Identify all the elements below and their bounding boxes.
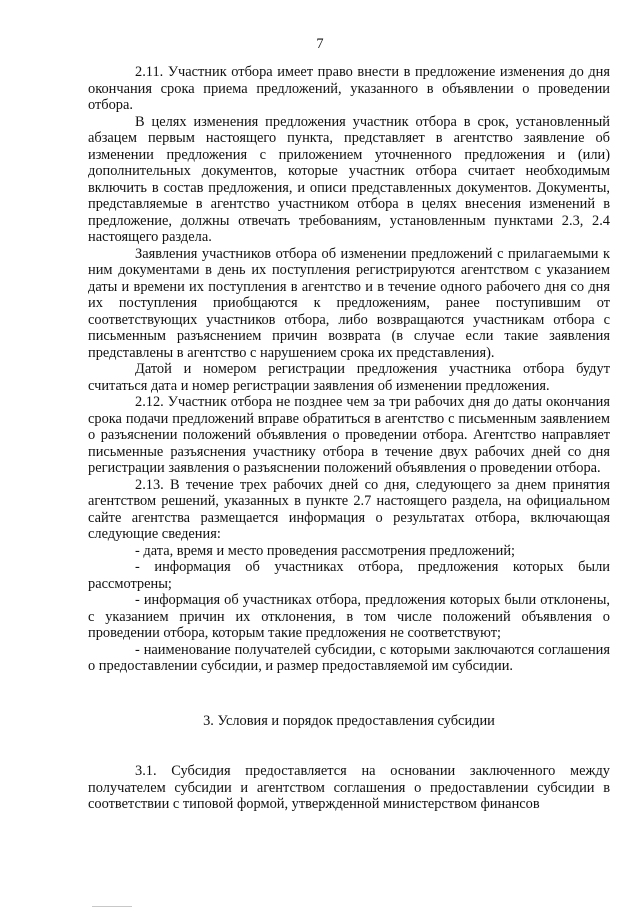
list-item: - дата, время и место проведения рассмотрения предложений; bbox=[135, 542, 516, 559]
list-item: - информация об участниках отбора, предложения которых были рассмотрены; bbox=[88, 559, 610, 592]
document-body bbox=[88, 64, 610, 813]
section-heading: 3. Условия и порядок предоставления субсидии bbox=[203, 712, 495, 729]
page-number: 7 bbox=[316, 36, 324, 52]
paragraph-2-13: 2.13. В течение трех рабочих дней со дня, следующего за днем принятия агентством решений, указанных в пункте 2.7 настоящего раздела, на официальном сайте агентства размещается информация о результатах отбора, включающая следующие сведения: bbox=[88, 476, 610, 542]
paragraph-registration-date: Датой и номером регистрации предложения участника отбора будут считаться дата и номер регистрации заявления об изменении предложения. bbox=[88, 361, 610, 394]
scan-artifact bbox=[92, 906, 132, 907]
list-item: - наименование получателей субсидии, с которыми заключаются соглашения о предоставлении субсидии, и размер предоставляемой им субсидии. bbox=[88, 641, 610, 674]
paragraph-2-12: 2.12. Участник отбора не позднее чем за три рабочих дня до даты окончания срока подачи предложений вправе обратиться в агентство с письменным заявлением о разъяснении положений объявления о проведении отбора. Агентство направляет письменные разъяснения участнику отбора в течение двух рабочих дней со дня регистрации заявления о разъяснении положений объявления о проведении отбора. bbox=[88, 394, 610, 476]
paragraph-3-1: 3.1. Субсидия предоставляется на основании заключенного между получателем субсидии и агентством соглашения о предоставлении субсидии в соответствии с типовой формой, утвержденной министерством финансов bbox=[88, 763, 610, 812]
paragraph-registration: Заявления участников отбора об изменении предложений с прилагаемыми к ним документами в день их поступления регистрируются агентством с указанием даты и времени их поступления в агентство и в течение одного рабочего дня со дня их поступления приобщаются к предложениям, ранее поступившим от соответствующих участников отбора, либо возвращаются участникам отбора с письменным разъяснением причин возврата (в случае если такие заявления представлены в агентство с нарушением срока их представления). bbox=[88, 245, 610, 361]
paragraph-change-procedure: В целях изменения предложения участник отбора в срок, установленный абзацем первым настоящего пункта, представляет в агентство заявление об изменении предложения с приложением уточненного предложения и (или) дополнительных документов, которые участник отбора считает необходимым включить в состав предложения, и описи представленных документов. Документы, представляемые в агентство участником отбора в целях внесения изменений в предложение, должны отвечать требованиям, установленным пунктами 2.3, 2.4 настоящего раздела. bbox=[88, 113, 610, 245]
paragraph-2-11: 2.11. Участник отбора имеет право внести в предложение изменения до дня окончания срока приема предложений, указанного в объявлении о проведении отбора. bbox=[88, 64, 610, 113]
list-item: - информация об участниках отбора, предложения которых были отклонены, с указанием причин их отклонения, в том числе положений объявления о проведении отбора, которым такие предложения не соответствуют; bbox=[88, 592, 610, 641]
